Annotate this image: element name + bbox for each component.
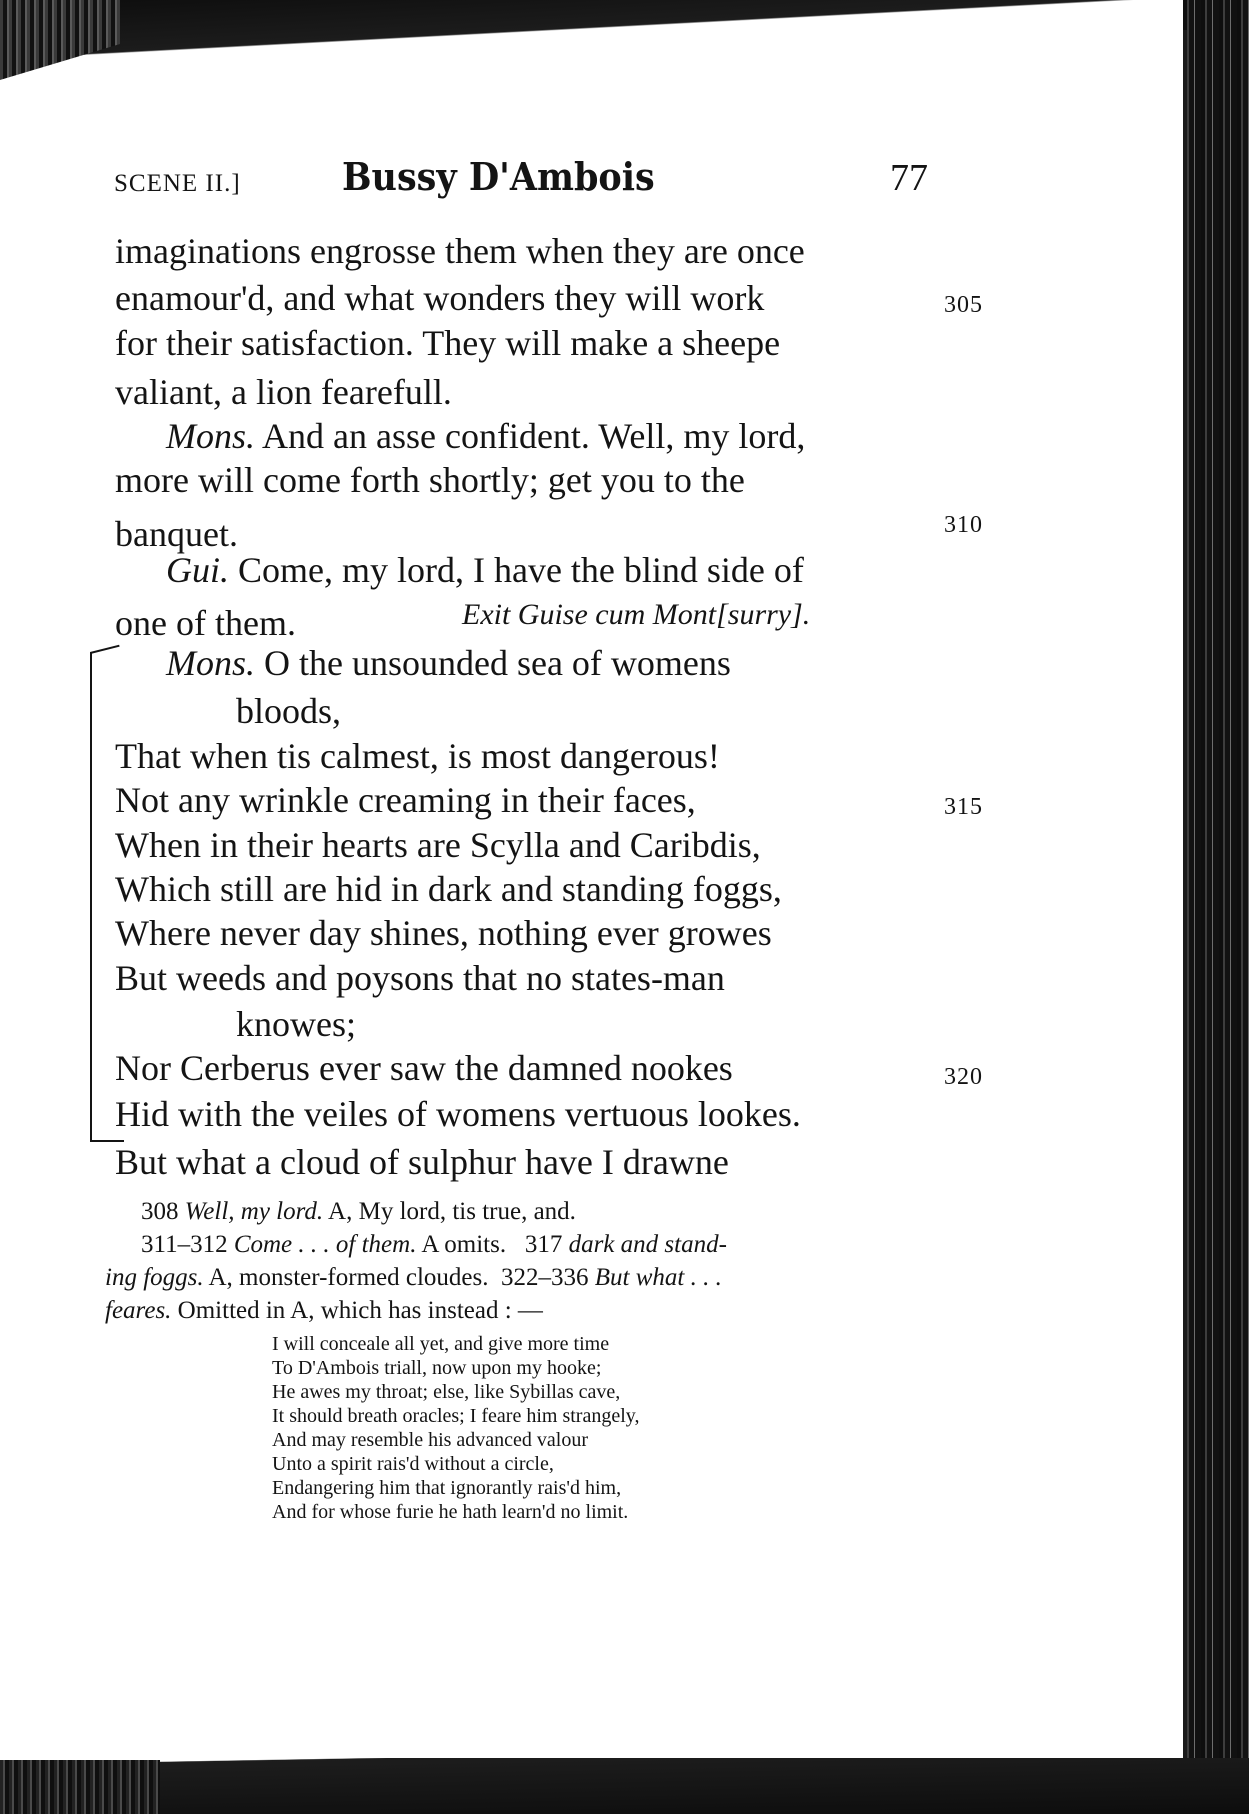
footnote	[105, 1265, 722, 1290]
line-text: And an asse confident. Well, my lord,	[262, 416, 806, 456]
quoted-line: It should breath oracles; I feare him strangely,	[272, 1405, 640, 1427]
text-line: knowes;	[236, 1004, 356, 1044]
text-line: That when tis calmest, is most dangerous!	[115, 736, 720, 776]
footnote	[141, 1199, 576, 1224]
quoted-line: He awes my throat; else, like Sybillas cave,	[272, 1381, 621, 1403]
text-line: When in their hearts are Scylla and Caribdis,	[115, 825, 761, 865]
note-ref: 308	[141, 1198, 179, 1225]
note-ref: 311–312	[141, 1231, 228, 1258]
note-text: Omitted in A, which has instead : —	[177, 1297, 543, 1324]
text-line: bloods,	[236, 691, 342, 731]
line-number: 315	[944, 794, 983, 820]
note-lemma: But what . . .	[594, 1264, 722, 1291]
quoted-line: Unto a spirit rais'd without a circle,	[272, 1453, 554, 1475]
text-line: But weeds and poysons that no states-man	[115, 958, 725, 998]
note-ref: 322–336	[500, 1264, 589, 1291]
line-text: O the unsounded sea of womens	[264, 643, 731, 683]
footnote	[105, 1298, 543, 1323]
quoted-line: Endangering him that ignorantly rais'd him,	[272, 1477, 622, 1499]
note-lemma: Well, my lord.	[184, 1198, 324, 1225]
text-line: Nor Cerberus ever saw the damned nookes	[115, 1048, 733, 1088]
text-line	[166, 418, 805, 454]
note-lemma: feares.	[105, 1297, 172, 1324]
line-number: 305	[944, 292, 983, 318]
text-line: enamour'd, and what wonders they will work	[115, 278, 765, 318]
line-number: 320	[944, 1064, 983, 1090]
scan-border-right	[1183, 0, 1249, 1814]
text-line: imaginations engrosse them when they are once	[115, 231, 805, 271]
stage-direction: Exit Guise cum Mont[surry].	[462, 598, 811, 631]
quoted-line: To D'Ambois triall, now upon my hooke;	[272, 1357, 602, 1379]
text-line: Not any wrinkle creaming in their faces,	[115, 780, 696, 820]
text-line: valiant, a lion fearefull.	[115, 372, 452, 412]
footnote	[141, 1232, 727, 1257]
text-line: Which still are hid in dark and standing foggs,	[115, 869, 782, 909]
note-lemma: Come . . . of them.	[233, 1231, 417, 1258]
note-text: A, monster-formed cloudes.	[208, 1264, 489, 1291]
scan-border-corner-bottom	[0, 1760, 160, 1814]
text-line	[166, 552, 804, 588]
quoted-line: And may resemble his advanced valour	[272, 1429, 589, 1451]
note-lemma: ing foggs.	[105, 1264, 204, 1291]
page-number: 77	[890, 157, 928, 199]
text-line: for their satisfaction. They will make a sheepe	[115, 323, 781, 363]
line-text: Come, my lord, I have the blind side of	[238, 550, 804, 590]
speaker-name: Mons.	[166, 416, 255, 456]
text-line	[115, 605, 296, 641]
text-line: But what a cloud of sulphur have I drawne	[115, 1142, 729, 1182]
text-line: Where never day shines, nothing ever growes	[115, 913, 772, 953]
quoted-line: I will conceale all yet, and give more time	[272, 1333, 610, 1355]
page-edge	[1183, 30, 1187, 1790]
note-lemma: dark and stand-	[568, 1231, 727, 1258]
text-line: banquet.	[115, 514, 238, 554]
scan-border-bottom	[0, 1758, 1249, 1814]
speaker-name: Gui.	[166, 550, 229, 590]
scan-border-top	[0, 0, 1249, 80]
note-text: A, My lord, tis true, and.	[328, 1198, 576, 1225]
note-text: A omits.	[421, 1231, 507, 1258]
scene-label: SCENE II.]	[114, 170, 241, 197]
line-text: one of them.	[115, 603, 296, 643]
speaker-name: Mons.	[166, 643, 255, 683]
bracket-bottom	[90, 1140, 124, 1142]
line-number: 310	[944, 512, 983, 538]
running-header	[0, 150, 1249, 210]
quoted-line: And for whose furie he hath learn'd no limit.	[272, 1501, 629, 1523]
text-line	[166, 645, 731, 681]
note-ref: 317	[524, 1231, 563, 1258]
text-line: Hid with the veiles of womens vertuous lookes.	[115, 1094, 801, 1134]
text-line: more will come forth shortly; get you to the	[115, 460, 745, 500]
passage-bracket	[90, 652, 110, 1140]
running-title: Bussy D'Ambois	[342, 154, 655, 199]
